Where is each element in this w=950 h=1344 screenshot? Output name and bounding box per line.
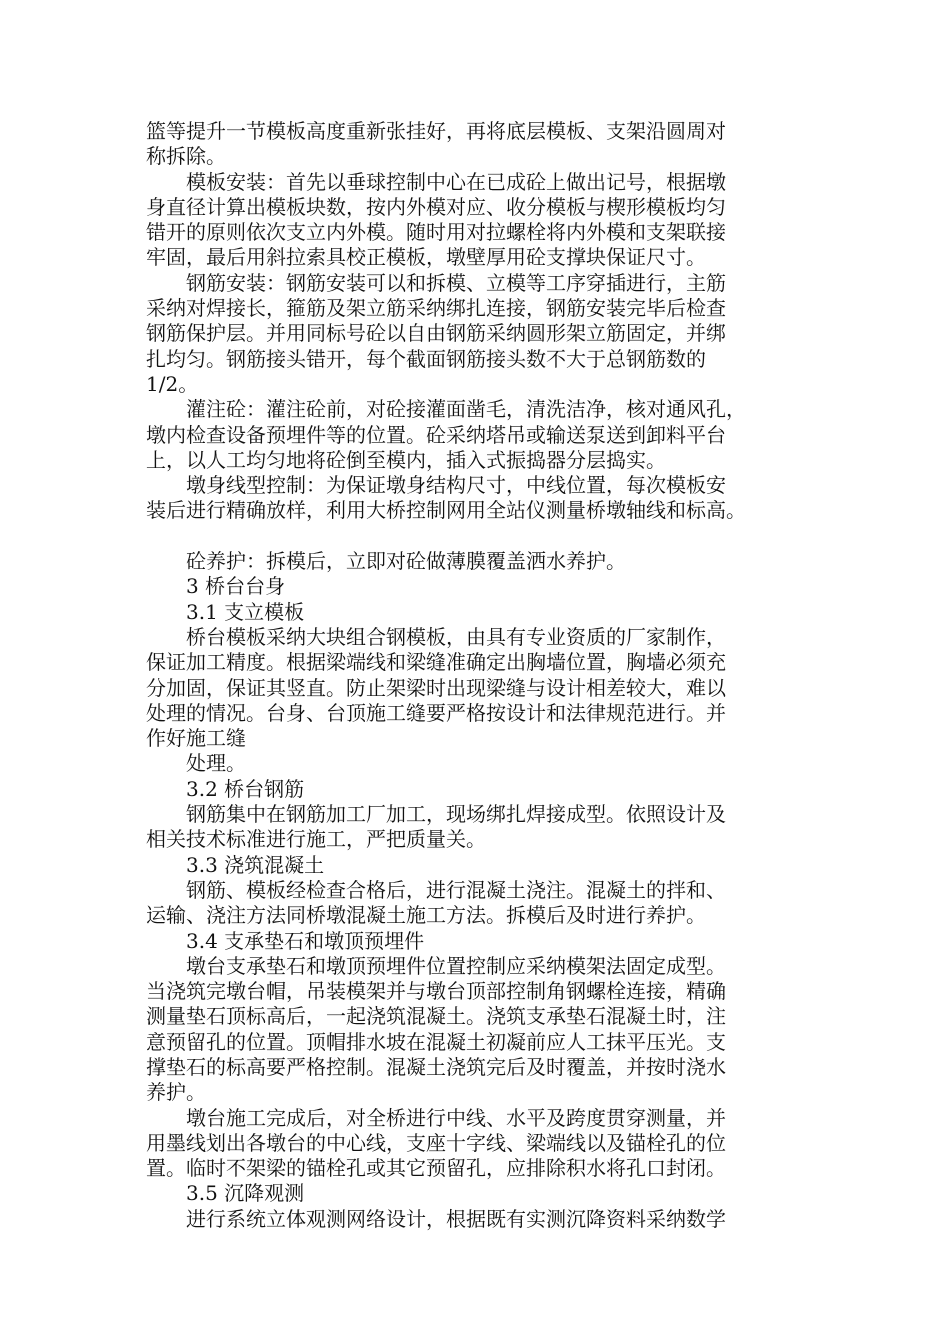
paragraph-pour-concrete: 钢筋、模板经检查合格后，进行混凝土浇注。混凝土的拌和、 运输、浇注方法同桥墩混凝土施工方法。拆模后及时进行养护。	[146, 877, 726, 928]
subsection-heading-formwork: 3.1 支立模板	[186, 599, 305, 624]
paragraph-pier-alignment-control: 墩身线型控制：为保证墩身结构尺寸，中线位置，每次模板安 装后进行精确放样，利用大桥控制网用全站仪测量桥墩轴线和标高。	[146, 473, 746, 523]
subsection-heading-bearing-pads: 3.4 支承垫石和墩顶预埋件	[186, 928, 425, 953]
paragraph-formwork-installation: 模板安装：首先以垂球控制中心在已成砼上做出记号，根据墩 身直径计算出模板块数，按内外模对应、收分模板与楔形模板均匀 错开的原则依次支立内外模。随时用对拉螺栓将内外模和支架联接 牢固，最后用斜拉索具校正模板，墩壁厚用砼支撑块保证尺寸。	[146, 169, 726, 270]
section-heading-abutment: 3 桥台台身	[186, 574, 286, 599]
blank-line	[146, 524, 806, 549]
paragraph-survey: 墩台施工完成后，对全桥进行中线、水平及跨度贯穿测量，并 用墨线划出各墩台的中心线，支座十字线、梁端线以及锚栓孔的位 置。临时不架梁的锚栓孔或其它预留孔，应排除积水将孔口封闭。	[146, 1105, 726, 1181]
paragraph-treatment: 处理。	[186, 751, 246, 776]
paragraph-abutment-formwork: 桥台模板采纳大块组合钢模板，由具有专业资质的厂家制作， 保证加工精度。根据梁端线和梁缝准确定出胸墙位置，胸墙必须充 分加固，保证其竖直。防止架梁时出现梁缝与设计相差较大，难以 处理的情况。台身、台顶施工缝要严格按设计和法律规范进行。并 作好施工缝	[146, 624, 726, 751]
document-body	[146, 119, 806, 1232]
subsection-heading-pour-concrete: 3.3 浇筑混凝土	[186, 852, 325, 877]
paragraph-abutment-rebar: 钢筋集中在钢筋加工厂加工，现场绑扎焊接成型。依照设计及 相关技术标准进行施工，严把质量关。	[146, 802, 726, 852]
paragraph-continuation: 篮等提升一节模板高度重新张挂好，再将底层模板、支架沿圆周对 称拆除。	[146, 119, 726, 169]
subsection-heading-abutment-rebar: 3.2 桥台钢筋	[186, 776, 305, 801]
paragraph-rebar-installation: 钢筋安装：钢筋安装可以和拆模、立模等工序穿插进行，主筋 采纳对焊接长，箍筋及架立筋采纳绑扎连接，钢筋安装完毕后检查 钢筋保护层。并用同标号砼以自由钢筋采纳圆形架立筋固定，并绑 扎均匀。钢筋接头错开，每个截面钢筋接头数不大于总钢筋数的 1/2。	[146, 270, 726, 396]
subsection-heading-settlement: 3.5 沉降观测	[186, 1181, 305, 1206]
paragraph-concrete-curing: 砼养护：拆模后，立即对砼做薄膜覆盖洒水养护。	[186, 549, 626, 574]
paragraph-settlement: 进行系统立体观测网络设计，根据既有实测沉降资料采纳数学	[186, 1206, 726, 1231]
paragraph-bearing-pads: 墩台支承垫石和墩顶预埋件位置控制应采纳模架法固定成型。 当浇筑完墩台帽，吊装模架并与墩台顶部控制角钢螺栓连接，精确 测量垫石顶标高后，一起浇筑混凝土。浇筑支承垫石混凝土时，注 意预留孔的位置。顶帽排水坡在混凝土初凝前应人工抹平压光。支 撑垫石的标高要严格控制。混凝土浇筑完后及时覆盖，并按时浇水 养护。	[146, 953, 726, 1105]
paragraph-concrete-pouring: 灌注砼：灌注砼前，对砼接灌面凿毛，清洗洁净，核对通风孔， 墩内检查设备预埋件等的位置。砼采纳塔吊或输送泵送到卸料平台 上，以人工均匀地将砼倒至模内，插入式振捣器分层捣实。	[146, 397, 746, 472]
